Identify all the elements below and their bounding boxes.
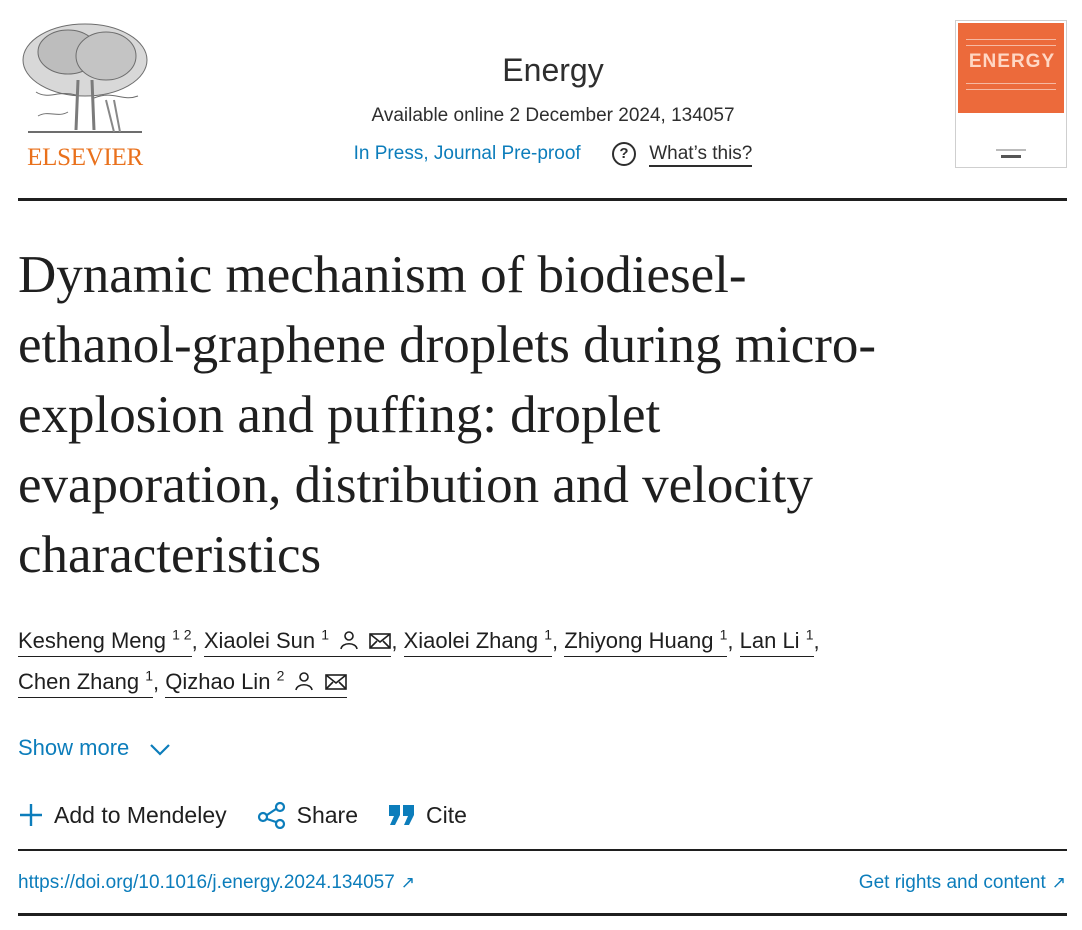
availability-text: Available online 2 December 2024, 134057	[371, 105, 735, 126]
doi-divider-bottom	[18, 913, 1067, 916]
doi-link[interactable]	[18, 872, 415, 894]
share-icon	[257, 801, 287, 829]
chevron-down-icon	[149, 743, 171, 757]
show-more-button[interactable]	[18, 735, 171, 761]
external-link-icon: ↗	[1051, 873, 1066, 892]
title-line: ethanol-graphene droplets during micro-	[18, 316, 877, 374]
author-link[interactable]: Zhiyong Huang $^1$	[564, 628, 727, 657]
header-divider	[18, 198, 1067, 201]
author-link[interactable]: Lan Li $^1$	[740, 628, 814, 657]
person-icon	[294, 671, 314, 691]
title-line: explosion and puffing: droplet	[18, 386, 661, 444]
author-link[interactable]: Qizhao Lin $^2$	[165, 669, 346, 698]
journal-preproof-link[interactable]: In Press, Journal Pre-proof	[353, 143, 581, 164]
plus-icon	[18, 802, 44, 828]
author-list-cont: Chen Zhang $^1$, Qizhao Lin $^2$	[18, 668, 347, 695]
author-link[interactable]: Chen Zhang $^1$	[18, 669, 153, 698]
doi-text: https://doi.org/10.1016/j.energy.2024.134057	[18, 872, 395, 893]
author-link[interactable]: Kesheng Meng $^{1 2}$	[18, 628, 192, 657]
share-label: Share	[296, 801, 358, 828]
article-title	[18, 240, 1067, 590]
add-to-mendeley-button[interactable]	[18, 802, 227, 829]
title-line: Dynamic mechanism of biodiesel-	[18, 246, 747, 304]
title-line: characteristics	[18, 526, 322, 584]
whats-this-link[interactable]: What’s this?	[649, 143, 752, 167]
journal-title[interactable]: Energy	[502, 52, 604, 88]
author-link[interactable]: Xiaolei Zhang $^1$	[404, 628, 552, 657]
rights-text: Get rights and content	[858, 872, 1046, 893]
journal-cover-image[interactable]	[955, 20, 1067, 168]
tree-emblem-icon	[18, 20, 152, 140]
cite-label: Cite	[426, 801, 467, 828]
share-button[interactable]	[257, 801, 358, 829]
article-actions	[18, 801, 497, 829]
get-rights-link[interactable]	[859, 872, 1066, 894]
help-circle-icon[interactable]: ?	[612, 142, 636, 166]
title-line: evaporation, distribution and velocity	[18, 456, 813, 514]
email-icon	[369, 632, 391, 650]
email-icon	[325, 673, 347, 691]
cite-button[interactable]	[388, 802, 467, 829]
author-list: Kesheng Meng $^{1 2}$, Xiaolei Sun $^1$ , Xiaolei Zhang $^1$, Zhiyong Huang $^1$, Lan Li $^1$,	[18, 627, 820, 654]
author-link[interactable]: Xiaolei Sun $^1$	[204, 628, 391, 657]
elsevier-logo[interactable]	[18, 20, 152, 170]
quote-icon	[388, 804, 416, 826]
cover-word: ENERGY	[968, 51, 1056, 72]
person-icon	[339, 630, 359, 650]
status-row	[250, 142, 856, 166]
publisher-wordmark: ELSEVIER	[27, 144, 143, 171]
doi-divider-top	[18, 849, 1067, 851]
show-more-label: Show more	[18, 735, 130, 760]
add-to-mendeley-label: Add to Mendeley	[54, 801, 227, 828]
external-link-icon: ↗	[400, 873, 416, 892]
